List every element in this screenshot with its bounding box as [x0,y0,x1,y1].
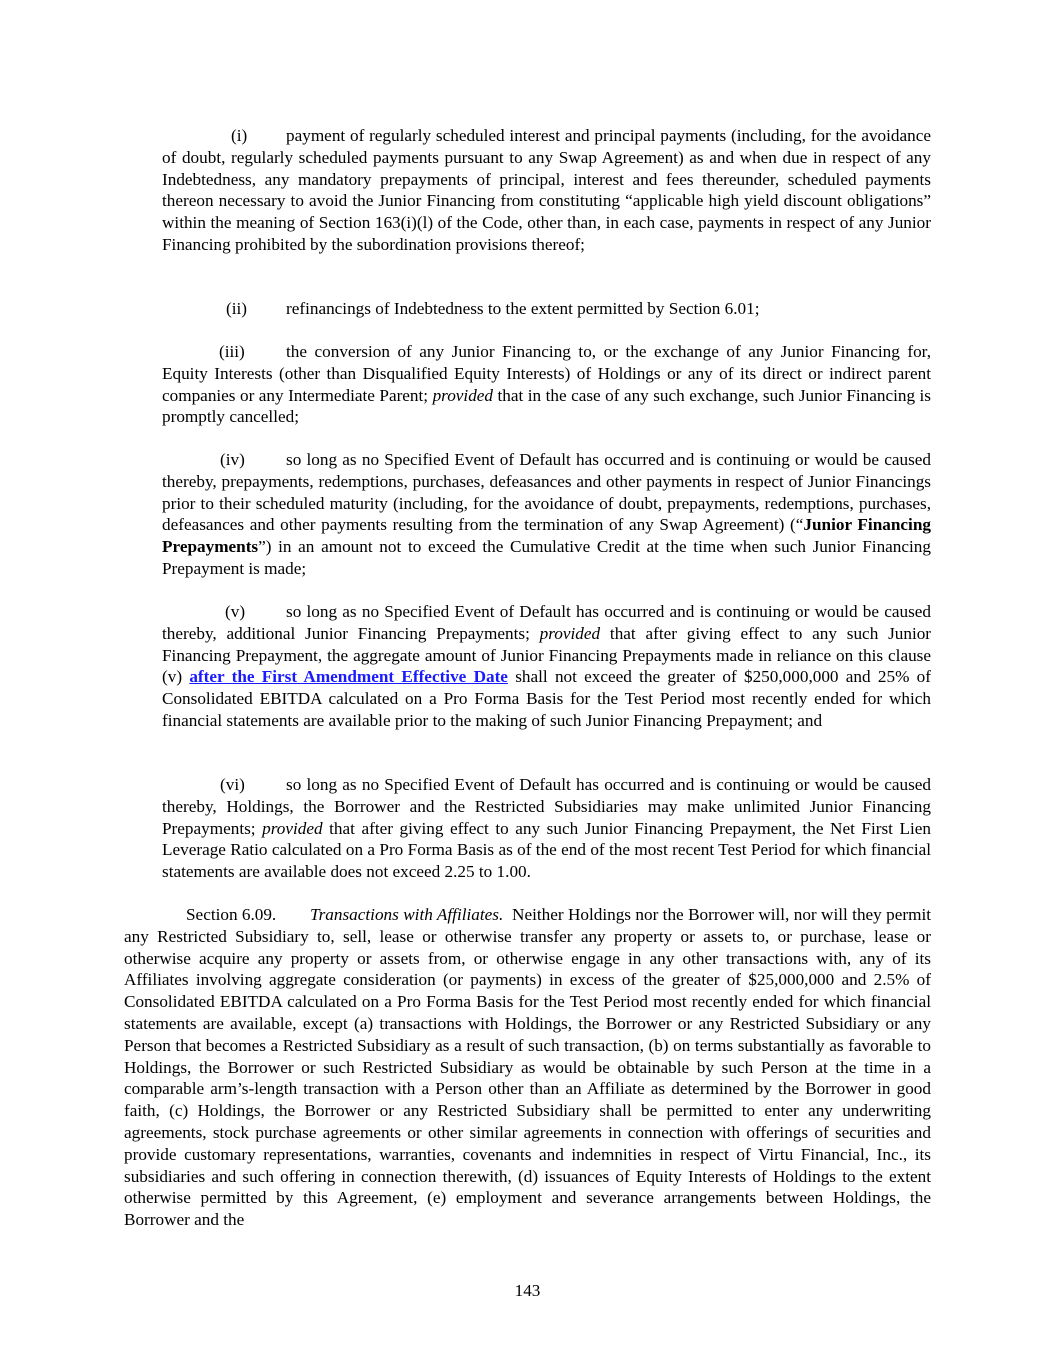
clause-text: the conversion of any Junior Financing to, or the exchange of any Junior Financing for, Equity Interests (other than Disqualified Equity Interests) of Holdings or any of its direct or indirect parent companies or any Intermediate Parent; [162,342,931,405]
provided-term: provided [539,623,601,643]
clause-iii [162,341,931,428]
provided-term: provided [432,385,494,405]
clause-ii [162,298,931,320]
clause-v [162,601,931,732]
clause-text-continued: ”) in an amount not to exceed the Cumulative Credit at the time when such Junior Financing Prepayment is made; [162,537,931,578]
inserted-amendment-text: after the First Amendment Effective Date [189,667,508,687]
clause-label: (ii) [226,299,247,318]
clause-label: (iv) [220,450,245,469]
clause-label: (v) [225,602,246,621]
clause-label: (vi) [220,775,245,794]
section-number: Section 6.09. [186,905,277,924]
clause-vi [162,774,931,883]
clause-text: so long as no Specified Event of Default has occurred and is continuing or would be caused thereby, prepayments, redemptions, purchases, defeasances and other payments in respect of Junior Financings prior to their scheduled maturity (including, for the avoidance of doubt, prepayments, redemptions, purchases, defeasances and other payments resulting from the termination of any Swap Agreement) (“ [162,450,931,535]
clause-i [162,125,931,256]
clause-iv [162,449,931,580]
clause-text: payment of regularly scheduled interest and principal payments (including, for the avoidance of doubt, regularly scheduled payments pursuant to any Swap Agreement) as and when due in respect of any Indebtedness, any mandatory prepayments of principal, interest and fees thereunder, scheduled payments thereon necessary to avoid the Junior Financing from constituting “applicable high yield discount obligations” within the meaning of Section 163(i)(l) of the Code, other than, in each case, payments in respect of any Junior Financing prohibited by the subordination provisions thereof; [162,126,931,254]
section-title: Transactions with Affiliates. [310,905,504,924]
clause-text: so long as no Specified Event of Default has occurred and is continuing or would be caused thereby, additional Junior Financing Prepayments; [162,602,931,643]
defined-term-junior-financing-prepayments: Junior Financing Prepayments [162,515,931,557]
clause-text: so long as no Specified Event of Default has occurred and is continuing or would be caused thereby, Holdings, the Borrower and the Restricted Subsidiaries may make unlimited Junior Financing Prepayments; [162,775,931,838]
page-number: 143 [514,1281,541,1300]
clause-text-continued: that after giving effect to any such Junior Financing Prepayment, the aggregate amount of Junior Financing Prepayments made in reliance on this clause (v) [162,623,932,687]
provided-term: provided [262,818,323,838]
clause-text: refinancings of Indebtedness to the extent permitted by Section 6.01; [286,299,760,318]
section-6-09 [124,904,931,1231]
clause-text-continued: that in the case of any such exchange, such Junior Financing is promptly cancelled; [162,385,932,427]
clause-text-end: shall not exceed the greater of $250,000,000 and 25% of Consolidated EBITDA calculated on a Pro Forma Basis for the Test Period most recently ended for which financial statements are available prior to the making of such Junior Financing Prepayment; and [162,667,931,730]
clause-label: (i) [231,126,248,145]
section-text: Neither Holdings nor the Borrower will, nor will they permit any Restricted Subsidiary to, sell, lease or otherwise transfer any property or assets to, or purchase, lease or otherwise acquire any property or assets from, or otherwise engage in any other transactions with, any of its Affiliates involving aggregate consideration (or payments) in excess of the greater of $25,000,000 and 2.5% of Consolidated EBITDA calculated on a Pro Forma Basis for the Test Period most recently ended for which financial statements are available, except (a) transactions with Holdings, the Borrower or any Restricted Subsidiary or any Person that becomes a Restricted Subsidiary as a result of such transaction, (b) on terms substantially as favorable to Holdings, the Borrower or such Restricted Subsidiary as would be obtainable by such Person at the time in a comparable arm’s-length transaction with a Person other than an Affiliate as determined by the Borrower in good faith, (c) Holdings, the Borrower or any Restricted Subsidiary shall be permitted to enter any underwriting agreements, stock purchase agreements or other similar agreements in connection with offerings of securities and provide customary representations, warranties, covenants and indemnities in respect of Virtu Financial, Inc., its subsidiaries and such offering in connection therewith, (d) issuances of Equity Interests of Holdings to the extent otherwise permitted by this Agreement, (e) employment and severance arrangements between Holdings, the Borrower and the [124,905,932,1230]
clause-label: (iii) [219,342,245,361]
clause-text-continued: that after giving effect to any such Junior Financing Prepayment, the Net First Lien Leverage Ratio calculated on a Pro Forma Basis as of the end of the most recent Test Period for which financial statements are available does not exceed 2.25 to 1.00. [162,818,931,882]
